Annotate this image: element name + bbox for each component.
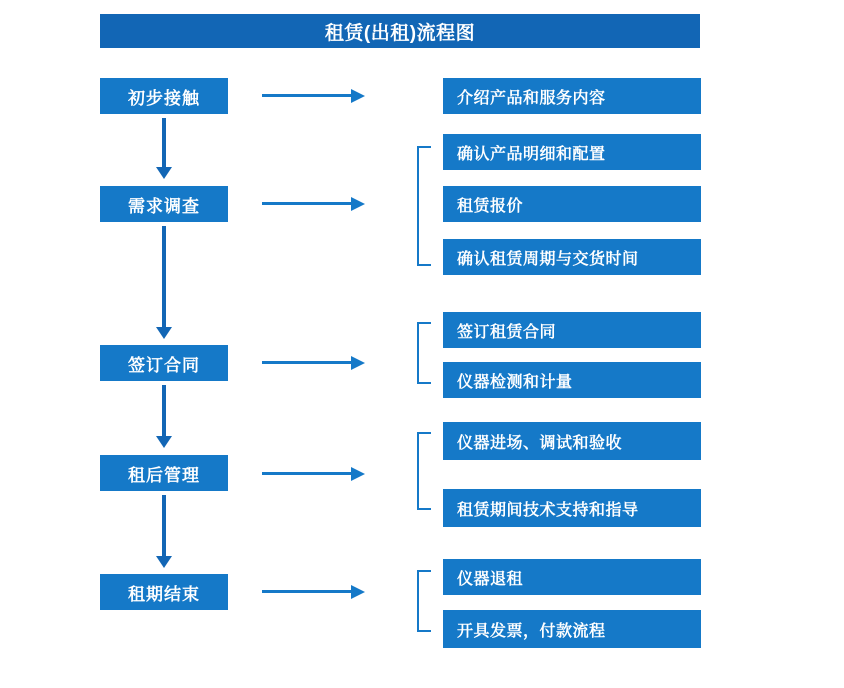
group-bracket-4 <box>417 570 431 632</box>
stage-box-4: 租后管理 <box>100 455 228 491</box>
detail-box-3: 租赁报价 <box>443 186 701 222</box>
vertical-arrow-4 <box>162 495 166 557</box>
detail-box-9: 仪器退租 <box>443 559 701 595</box>
stage-box-1: 初步接触 <box>100 78 228 114</box>
vertical-arrow-3 <box>162 385 166 437</box>
detail-box-5: 签订租赁合同 <box>443 312 701 348</box>
stage-box-5: 租期结束 <box>100 574 228 610</box>
stage-box-2: 需求调查 <box>100 186 228 222</box>
page-title: 租赁(出租)流程图 <box>100 14 700 48</box>
detail-box-8: 租赁期间技术支持和指导 <box>443 489 701 527</box>
horizontal-arrow-2 <box>262 202 352 205</box>
detail-box-6: 仪器检测和计量 <box>443 362 701 398</box>
detail-box-7: 仪器进场、调试和验收 <box>443 422 701 460</box>
vertical-arrow-1 <box>162 118 166 168</box>
stage-box-3: 签订合同 <box>100 345 228 381</box>
detail-box-4: 确认租赁周期与交货时间 <box>443 239 701 275</box>
horizontal-arrow-5 <box>262 590 352 593</box>
horizontal-arrow-4 <box>262 472 352 475</box>
horizontal-arrow-1 <box>262 94 352 97</box>
vertical-arrow-2 <box>162 226 166 328</box>
group-bracket-2 <box>417 322 431 384</box>
group-bracket-3 <box>417 432 431 510</box>
horizontal-arrow-3 <box>262 361 352 364</box>
detail-box-10: 开具发票，付款流程 <box>443 610 701 648</box>
detail-box-1: 介绍产品和服务内容 <box>443 78 701 114</box>
detail-box-2: 确认产品明细和配置 <box>443 134 701 170</box>
group-bracket-1 <box>417 146 431 266</box>
